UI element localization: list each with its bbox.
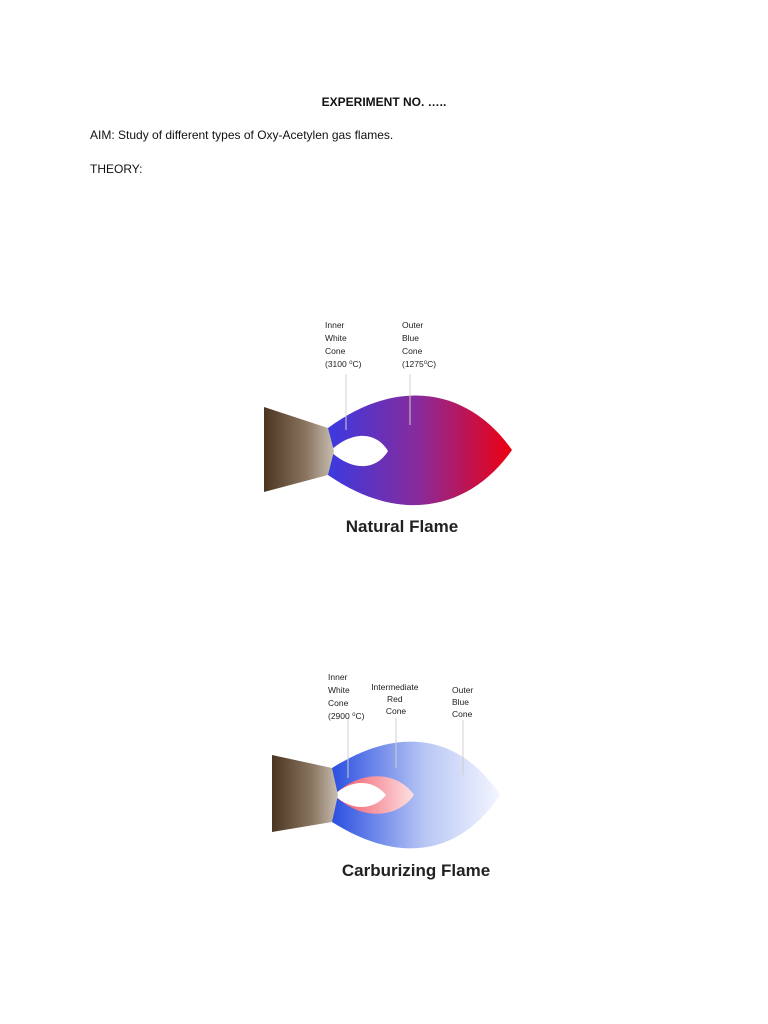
carburizing-middle-label: Intermediate Red Cone <box>371 682 419 716</box>
carburizing-flame-diagram <box>272 672 500 880</box>
natural-flame-diagram <box>264 320 512 536</box>
natural-outer-label: Outer Blue Cone (1275⁰C) <box>402 320 437 369</box>
natural-flame-nozzle <box>264 407 334 492</box>
natural-flame-caption: Natural Flame <box>345 517 459 536</box>
aim-text: AIM: Study of different types of Oxy-Acetylen gas flames. <box>90 128 394 142</box>
document-title: EXPERIMENT NO. ….. <box>321 95 447 109</box>
carburizing-inner-label: Inner White Cone (2900 ⁰C) <box>328 672 365 721</box>
natural-inner-label: Inner White Cone (3100 ⁰C) <box>325 320 362 369</box>
carburizing-outer-label: Outer Blue Cone <box>452 685 474 719</box>
carburizing-flame-caption: Carburizing Flame <box>341 861 491 880</box>
carburizing-flame-nozzle <box>272 755 338 832</box>
theory-heading: THEORY: <box>90 162 143 176</box>
